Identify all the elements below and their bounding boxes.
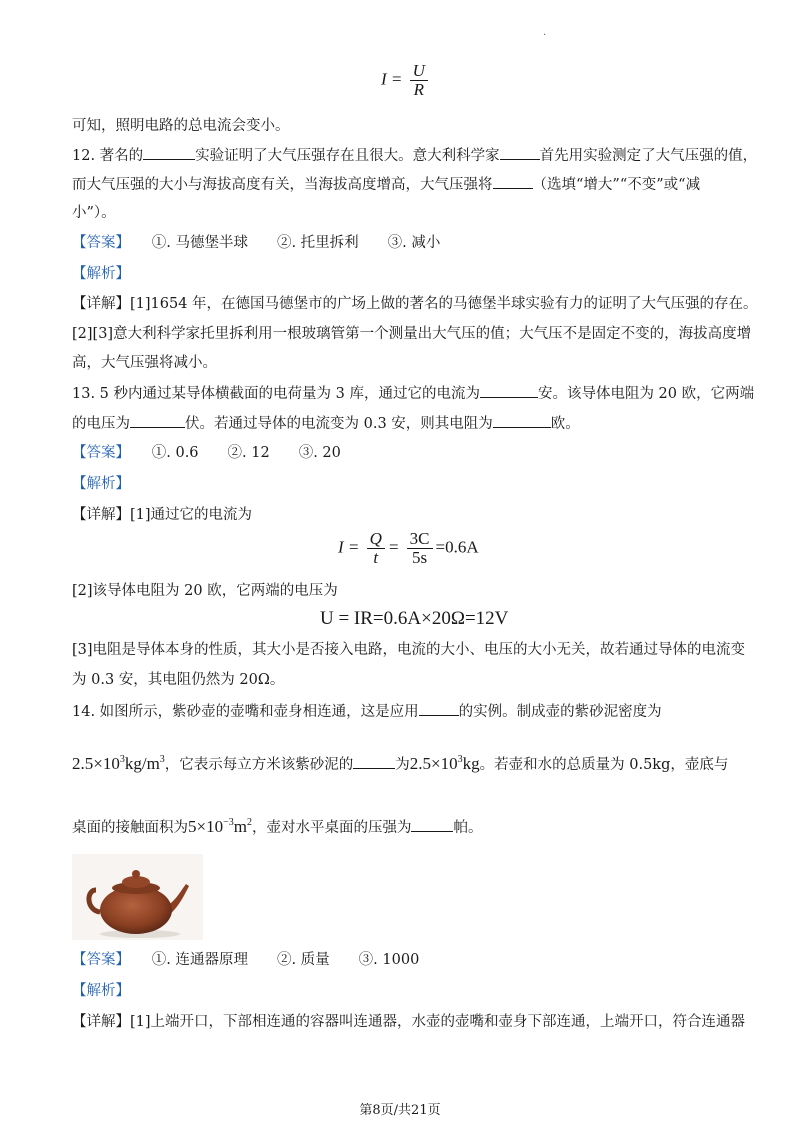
text: 12. 著名的 xyxy=(72,148,144,164)
formula-ohm: I = $\frac{U}{R}$ xyxy=(381,62,431,99)
answer-blank xyxy=(411,817,453,832)
text: 伏。若通过导体的电流变为 0.3 安，则其电阻为 xyxy=(185,416,493,432)
detail-line: [3]电阻是导体本身的性质，其大小是否接入电路，电流的大小、电压的大小无关，故若通过导体的电流变 xyxy=(72,642,746,658)
formula-lhs: I = xyxy=(338,537,360,557)
detail-line xyxy=(72,505,252,525)
text: 帕。 xyxy=(453,820,483,836)
answer-row xyxy=(72,443,341,463)
question-13-line-1 xyxy=(72,383,754,404)
formula-numerator: U xyxy=(410,62,428,81)
text: 而大气压强的大小与海拔高度有关，当海拔高度增高，大气压强将 xyxy=(72,177,493,193)
formula-lhs: I xyxy=(381,69,387,89)
text: 首先用实验测定了大气压强的值， xyxy=(539,148,758,164)
page-footer: 第8页/共21页 xyxy=(359,1103,441,1118)
answer-blank xyxy=(493,174,533,189)
answer-blank xyxy=(500,145,540,160)
question-14-line-1 xyxy=(72,701,662,722)
text: ，它表示每立方米该紫砂泥的 xyxy=(164,757,354,773)
analysis-tag: 【解析】 xyxy=(72,476,130,492)
answer-tag: 【答案】 xyxy=(72,952,123,968)
answer-blank xyxy=(130,413,185,428)
detail-line: 为 0.3 安，其电阻仍然为 20Ω。 xyxy=(72,672,285,688)
formula-denominator: R xyxy=(413,80,424,99)
text: ，壶对水平桌面的压强为 xyxy=(251,820,412,836)
text: 14. 如图所示，紫砂壶的壶嘴和壶身相连通，这是应用 xyxy=(72,704,419,720)
question-14-line-2 xyxy=(72,750,728,775)
text: 。若壶和水的总质量为 0.5kg，壶底与 xyxy=(479,757,729,773)
answer-blank xyxy=(480,383,538,398)
analysis-tag: 【解析】 xyxy=(72,983,130,999)
text: 为 xyxy=(395,757,410,773)
detail-line: [2]该导体电阻为 20 欧，它两端的电压为 xyxy=(72,583,338,599)
question-14-line-3 xyxy=(72,813,482,838)
answer-text: ①. 马德堡半球 ②. 托里拆利 ③. 减小 xyxy=(151,235,441,251)
analysis-tag: 【解析】 xyxy=(72,266,130,282)
formula-voltage: U = IR=0.6A×20Ω=12V xyxy=(320,608,509,629)
area-value: $5\times 10^{-3}m^2$ xyxy=(188,817,252,836)
text: （选填“增大”“不变”或“减 xyxy=(532,177,701,193)
top-mark: · xyxy=(543,30,547,41)
answer-tag: 【答案】 xyxy=(72,235,123,251)
formula-numerator: Q xyxy=(367,530,385,549)
detail-line: [2][3]意大利科学家托里拆利用一根玻璃管第一个测量出大气压的值；大气压不是固定不变的，海拔高度增 xyxy=(72,326,752,342)
answer-blank xyxy=(353,754,395,769)
answer-text: ①. 连通器原理 ②. 质量 ③. 1000 xyxy=(151,952,420,968)
answer-blank xyxy=(143,145,195,160)
detail-tag: 【详解】 xyxy=(72,296,130,312)
paragraph: 可知，照明电路的总电流会变小。 xyxy=(72,118,290,134)
detail-text: [1]上端开口，下部相连通的容器叫连通器，水壶的壶嘴和壶身下部连通，上端开口，符合连通器 xyxy=(130,1014,746,1030)
text: 的电压为 xyxy=(72,416,130,432)
formula-denominator: 5s xyxy=(412,548,428,567)
question-12-line-3: 小”）。 xyxy=(72,205,116,221)
question-13-line-2 xyxy=(72,413,580,434)
detail-tag: 【详解】 xyxy=(72,1014,130,1030)
detail-tag: 【详解】 xyxy=(72,507,130,523)
text: 实验证明了大气压强存在且很大。意大利科学家 xyxy=(195,148,500,164)
formula-current: I = $\frac{Q}{t}$ = $\frac{3C}{5s}$ =0.6A xyxy=(338,529,479,567)
text: 桌面的接触面积为 xyxy=(72,820,188,836)
text: 欧。 xyxy=(550,416,580,432)
question-12-line-2 xyxy=(72,174,700,195)
formula-numerator: 3C xyxy=(407,530,433,549)
mass-value: $2.5\times 10^3kg$ xyxy=(409,754,480,773)
detail-line xyxy=(72,1012,745,1032)
text: 安。该导体电阻为 20 欧，它两端 xyxy=(537,386,755,402)
answer-blank xyxy=(419,701,459,716)
teapot-image xyxy=(72,854,203,940)
density-value: $2.5\times 10^3kg/m^3$ xyxy=(72,754,165,773)
formula-result: =0.6A xyxy=(435,537,479,557)
answer-text: ①. 0.6 ②. 12 ③. 20 xyxy=(151,445,341,461)
text: 的实例。制成壶的紫砂泥密度为 xyxy=(458,704,662,720)
text: 13. 5 秒内通过某导体横截面的电荷量为 3 库，通过它的电流为 xyxy=(72,386,480,402)
detail-line: 高，大气压强将减小。 xyxy=(72,355,217,371)
answer-row xyxy=(72,233,440,253)
detail-text: [1]1654 年，在德国马德堡市的广场上做的著名的马德堡半球实验有力的证明了大气压强的存在。 xyxy=(130,296,758,312)
formula-denominator: t xyxy=(373,548,379,567)
detail-text: [1]通过它的电流为 xyxy=(130,507,253,523)
detail-line xyxy=(72,294,758,314)
question-12-line-1 xyxy=(72,145,757,166)
answer-blank xyxy=(493,413,551,428)
answer-tag: 【答案】 xyxy=(72,445,123,461)
answer-row xyxy=(72,950,419,970)
